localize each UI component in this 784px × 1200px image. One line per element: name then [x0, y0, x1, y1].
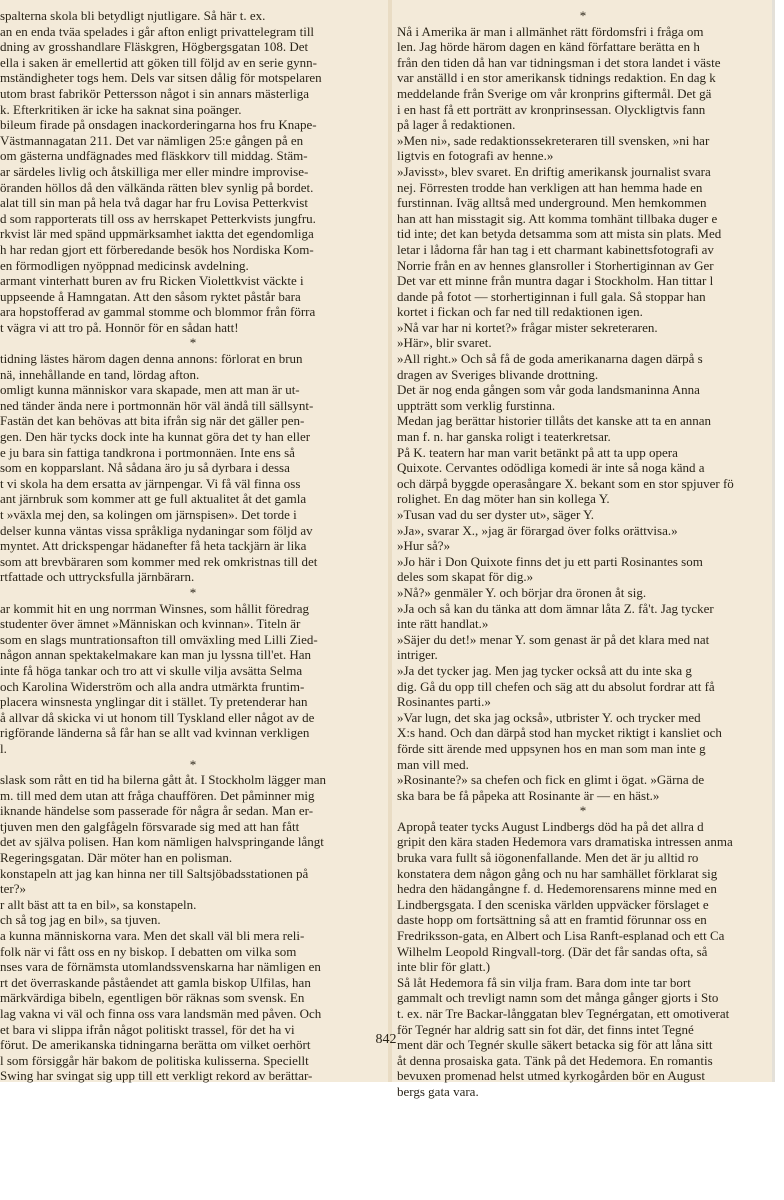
text-line: inte rätt handlat.» — [397, 616, 489, 632]
text-line: »Men ni», sade redaktionssekreteraren till svensken, »ni har — [397, 132, 710, 148]
text-line: e ju bara sin fattiga tandkrona i portmonnäen. Inte ens så — [0, 444, 295, 460]
text-line: dning av grosshandlare Fläskgren, Högbergsgatan 108. Det — [0, 39, 309, 55]
text-line: nä, innehållande en tand, lördag afton. — [0, 366, 200, 382]
text-line: ch så tog jag en bil», sa tjuven. — [0, 912, 161, 928]
text-line: nses vara de förnämsta utomlandssvenskarna har nämligen en — [0, 959, 321, 975]
text-line: rt det överraskande påståendet att gamla biskop Ulfilas, han — [0, 974, 311, 990]
left-column — [0, 8, 386, 1084]
text-line: t vi skola ha dem ersatta av järnpengar. Vi få väl finna oss — [0, 475, 301, 491]
right-section-2 — [397, 819, 769, 1100]
page-number: 842 — [375, 1032, 397, 1047]
text-line: dande på fotot — storhertiginnan i full gala. Så stoppar han — [397, 288, 706, 304]
text-line: man vill med. — [397, 756, 469, 772]
text-line: ment där och Tegnér skulle säkert betacka sig för att låna sitt — [397, 1037, 713, 1053]
page-edge — [772, 0, 775, 1082]
text-line: inte blir för glatt.) — [397, 959, 491, 975]
text-line: hedra den hädangångne f. d. Hedemorensarens minne med en — [397, 881, 717, 897]
text-line: en förmodligen nyöppnad medicinsk avdelning. — [0, 257, 249, 273]
text-line: »Ja», svarar X., »jag är förargad över folks orättvisa.» — [397, 522, 678, 538]
text-line: åt denna prosaiska gata. Tänk på det Hedemora. En romantis — [397, 1052, 713, 1068]
text-line: omligt kunna människor vara skapade, men att man är ut- — [0, 382, 300, 398]
text-line: och Karolina Widerström och alla andra utmärkta fruntim- — [0, 678, 305, 694]
text-line: dragen av Sveriges blivande drottning. — [397, 366, 599, 382]
section-separator: * — [189, 756, 197, 772]
text-line: kortet i fickan och far ned till redaktionen igen. — [397, 304, 643, 320]
text-line: Så låt Hedemora få sin vilja fram. Bara dom inte tar bort — [397, 974, 691, 990]
text-line: X:s hand. Och dan därpå stod han mycket riktigt i kansliet och — [397, 725, 722, 741]
text-line: letar i lådorna får han tag i ett charmant kabinettsfotografi av — [397, 241, 714, 257]
text-line: bruka vara fullt så iögonenfallande. Men det är ju alltid ro — [397, 850, 699, 866]
right-section-1 — [397, 24, 769, 804]
text-line: ar kommit hit en ung norrman Winsnes, som hållit föredrag — [0, 600, 310, 616]
text-line: Quixote. Cervantes odödliga komedi är inte så noga känd a — [397, 460, 705, 476]
text-line: rtfattade och uttrycksfulla järnbärarn. — [0, 569, 195, 585]
text-line: »Nå?» genmäler Y. och börjar dra öronen åt sig. — [397, 584, 647, 600]
text-line: »Nå var har ni kortet?» frågar mister sekreteraren. — [397, 319, 658, 335]
text-line: nej. Förresten trodde han verkligen att han hemma hade en — [397, 179, 703, 195]
text-line: an en enda tväa spelades i går afton enligt privattelegram till — [0, 23, 315, 39]
text-line: tid inte; det kan betyda detsamma som att mista sin plats. Med — [397, 226, 722, 242]
text-line: utom brast fabrikör Pettersson något i sin annars mästerliga — [0, 85, 310, 101]
text-line: t. ex. när Tre Backar-långgatan blev Tegnérgatan, ett omotiverat — [397, 1006, 730, 1021]
text-line: som att brevbäraren som kommer med rek omkristnas till det — [0, 553, 318, 569]
text-line: deles som skapat för dig.» — [397, 569, 534, 585]
text-line: studenter över ämnet »Människan och kvinnan». Titeln är — [0, 616, 301, 632]
text-line: Medan jag berättar historier tillåts det kanske att ta en annan — [397, 413, 712, 429]
text-line: lag vakna vi väl och finna oss vara landsmän med påven. Och — [0, 1006, 322, 1021]
text-line: dig. Gå du opp till chefen och säg att du absolut fordrar att få — [397, 678, 715, 694]
text-line: Det är nog enda gången som vår goda landsmaninna Anna — [397, 382, 700, 398]
text-line: Västmannagatan 211. Det var nämligen 25:e gången på en — [0, 132, 304, 148]
text-line: på lager å redaktionen. — [397, 117, 516, 133]
text-line: »Var lugn, det ska jag också», utbrister Y. och trycker med — [397, 709, 701, 725]
text-line: ligtvis en fotografi av henne.» — [397, 148, 554, 164]
section-separator: * — [189, 584, 197, 600]
text-line: Fredriksson-gata, en Albert och Lisa Ranft-esplanad och ett Ca — [397, 928, 725, 944]
text-line: uppträtt som verklig furstinna. — [397, 397, 556, 413]
text-line: »Säjer du det!» menar Y. som genast är på det klara med nat — [397, 631, 710, 647]
text-line: för Tegnér har aldrig satt sin fot där, det finns intet Tegné — [397, 1021, 694, 1037]
text-line: förde sitt ärende med uppsynen hos en man som man inte g — [397, 740, 706, 756]
text-line: et bara vi slippa ifrån något politiskt trassel, för det ha vi — [0, 1021, 295, 1037]
text-line: furstinnan. Iväg alltså med underground. Men hemkommen — [397, 195, 707, 211]
text-line: om gästerna undfägnades med fläskkorv till middag. Stäm- — [0, 148, 308, 164]
text-line: i en hast få ett porträtt av kronprinsessan. Olyckligtvis fann — [397, 101, 706, 117]
text-line: ska bara be få påpeka att Rosinante är — en häst.» — [397, 787, 660, 803]
text-line: alat till sin man på hela två dagar har fru Lovisa Petterkvist — [0, 195, 308, 211]
section-separator: * — [579, 8, 587, 23]
text-line: d som rapporterats till oss av herrskapet Petterkvists jungfru. — [0, 210, 316, 226]
text-line: bergs gata vara. — [397, 1083, 479, 1099]
text-line: Regeringsgatan. Där möter han en polisman. — [0, 850, 233, 866]
text-line: tidning lästes härom dagen denna annons: förlorat en brun — [0, 351, 303, 367]
text-line: h har redan gjort ett förberedande besök hos Nordiska Kom- — [0, 241, 314, 257]
text-line: På K. teatern har man varit betänkt på att ta upp opera — [397, 444, 678, 460]
text-line: konstatera dem någon gång och nu har samhället förklarat sig — [397, 865, 718, 881]
text-line: t »växla mej den, sa kolingen om järnspisen». Det torde i — [0, 507, 297, 522]
text-line: som en slags muntrationsafton till omväxling med Lilli Zied- — [0, 631, 318, 647]
text-line: »Javisst», blev svaret. En driftig amerikansk journalist svara — [397, 163, 711, 179]
text-line: från den tiden då han var tidningsman i det stora landet i väste — [397, 54, 721, 70]
text-line: bevuxen promenad helst utmed kyrkogården bör en August — [397, 1068, 705, 1084]
section-separator: * — [579, 803, 587, 819]
text-line: r allt bäst att ta en bil», sa konstapeln. — [0, 896, 197, 912]
text-line: »Jo här i Don Quixote finns det ju ett parti Rosinantes som — [397, 553, 703, 569]
text-line: t vägra vi att tro på. Honnör för en sådan hatt! — [0, 319, 239, 335]
text-line: öranden höllos då den välkända rätten blev synlig på bordet. — [0, 179, 314, 195]
text-line: l som försiggår här bakom de politiska kulisserna. Speciellt — [0, 1052, 309, 1068]
text-line: rigförande länderna så får han se allt vad kvinnan verkligen — [0, 725, 310, 741]
section-separator: * — [189, 335, 197, 351]
text-line: l. — [0, 740, 7, 756]
text-line: Apropå teater tycks August Lindbergs död ha på det allra d — [397, 818, 704, 834]
text-line: man f. n. har ganska roligt i teaterkretsar. — [397, 429, 611, 445]
text-line: var anställd i en stor amerikansk tidnings redaktion. En dag k — [397, 70, 716, 86]
text-line: »Hur så?» — [397, 538, 451, 554]
text-line: »Här», blir svaret. — [397, 335, 492, 351]
text-line: Wilhelm Leopold Ringvall-torg. (Där det får sandas ofta, så — [397, 943, 708, 959]
left-section-1 — [0, 8, 386, 335]
text-line: len. Jag hörde härom dagen en känd författare berätta en h — [397, 39, 700, 55]
text-line: »Tusan vad du ser dyster ut», säger Y. — [397, 507, 595, 522]
text-line: meddelande från Sverige om vår kronprins giftermål. Det gä — [397, 85, 712, 101]
text-line: »All right.» Och så få de goda amerikanarna dagen därpå s — [397, 351, 703, 367]
text-line: ant järnbruk som kommer att ge full aktualitet åt det gamla — [0, 491, 307, 507]
right-column — [397, 8, 769, 1099]
text-line: gammalt och trevligt namn som det många gånger gjorts i Sto — [397, 990, 719, 1006]
text-line: intriger. — [397, 647, 438, 663]
text-line: »Ja det tycker jag. Men jag tycker också att du inte ska g — [397, 662, 692, 678]
text-line: tjuven men den galgfågeln försvarade sig med att han fått — [0, 818, 300, 834]
left-section-2 — [0, 351, 386, 585]
text-line: ter?» — [0, 881, 26, 897]
text-line: iknande händelse som passerade för några år sedan. Man er- — [0, 803, 314, 819]
text-line: gen. Den här tycks dock inte ha kunnat göra det ty han eller — [0, 429, 311, 445]
text-line: Det var ett minne från muntra dagar i Stockholm. Han tittar l — [397, 273, 714, 289]
text-line: å allvar då skicka vi ut honom till Tyskland eller något av de — [0, 709, 315, 725]
text-line: placera winsnesta ynglingar dit i stället. Ty pretenderar han — [0, 694, 308, 710]
left-section-3 — [0, 601, 386, 757]
text-line: delser kunna väntas vissa språkliga nydaningar som följd av — [0, 522, 313, 538]
text-line: förut. De amerikanska tidningarna berätta om vilket oerhört — [0, 1037, 311, 1053]
text-line: myntet. Att drickspengar hädanefter få heta tackjärn är lika — [0, 538, 307, 554]
text-line: Fastän det kan behövas att bita ifrån sig när det gäller pen- — [0, 413, 305, 429]
text-line: Nå i Amerika är man i allmänhet rätt fördomsfri i fråga om — [397, 23, 704, 39]
text-line: han att han misstagit sig. Att komma tomhänt tillbaka duger e — [397, 210, 718, 226]
text-line: slask som rått en tid ha bilerna gått åt. I Stockholm lägger man — [0, 772, 327, 788]
text-line: inte få höga tankar och tro att vi skulle vilja avsätta Selma — [0, 662, 303, 678]
text-line: spalterna skola bli betydligt njutligare. Så här t. ex. — [0, 8, 266, 23]
text-line: Norrie från en av hennes glansroller i Storhertiginnan av Ger — [397, 257, 714, 273]
text-line: ar särdeles livlig och åtskilliga mer eller mindre improvise- — [0, 163, 309, 179]
text-line: Lindbergsgata. I den sceniska världen uppväcker förslaget e — [397, 896, 709, 912]
text-line: armant vinterhatt buren av fru Ricken Violettkvist väckte i — [0, 273, 304, 289]
text-line: daste hopp om fortsättning så att en framtid förunnar oss en — [397, 912, 707, 928]
text-line: folk när vi fått oss en ny biskop. I debatten om vilka som — [0, 943, 297, 959]
text-line: mständigheter togs hem. Dels var sitsen dålig för motspelaren — [0, 70, 322, 86]
text-line: ara hopstofferad av gammal stomme och blommor från förra — [0, 304, 316, 320]
text-line: Rosinantes parti.» — [397, 694, 491, 710]
text-line: konstapeln att jag kan hinna ner till Saltsjöbadsstationen på — [0, 865, 309, 881]
text-line: a kunna människorna vara. Men det skall väl bli mera reli- — [0, 928, 305, 944]
text-line: ella i saken är emellertid att göken till följd av en serie gynn- — [0, 54, 317, 70]
text-line: bileum firade på onsdagen inackorderingarna hos fru Knape- — [0, 117, 317, 133]
text-line: som en kopparslant. Nå sådana äro ju så dyrbara i dessa — [0, 460, 290, 476]
text-line: m. till med dem utan att fråga chauffören. Det påminner mig — [0, 787, 315, 803]
text-line: märkvärdiga bibeln, egentligen bör räknas som svensk. En — [0, 990, 305, 1006]
text-line: rkvist lär med spänd uppmärksamhet iaktta det egendomliga — [0, 226, 314, 242]
text-line: »Rosinante?» sa chefen och fick en glimt i ögat. »Gärna de — [397, 772, 705, 788]
text-line: och därpå byggde operasångare X. bekant som en stor spjuver fö — [397, 475, 734, 491]
column-gutter — [388, 0, 392, 1082]
text-line: Swing har svingat sig upp till ett verkligt rekord av berättar- — [0, 1068, 313, 1084]
text-line: det av själva polisen. Han kom nämligen halvspringande långt — [0, 834, 324, 850]
text-line: någon annan spektakelmakare kan man ju lyssna till'et. Han — [0, 647, 311, 663]
text-line: ned tänder ända nere i portmonnän hör väl ändå till sällsynt- — [0, 397, 314, 413]
text-line: rolighet. En dag möter han sin kollega Y. — [397, 491, 610, 507]
text-line: uppseende å Hamngatan. Att den såsom ryktet påstår bara — [0, 288, 301, 304]
text-line: k. Efterkritiken är icke ha saknat sina poänger. — [0, 101, 242, 117]
text-line: gripit den kära staden Hedemora vars dramatiska intressen anma — [397, 834, 733, 850]
text-line: »Ja och så kan du tänka att dom ämnar låta Z. få't. Jag tycker — [397, 600, 714, 616]
